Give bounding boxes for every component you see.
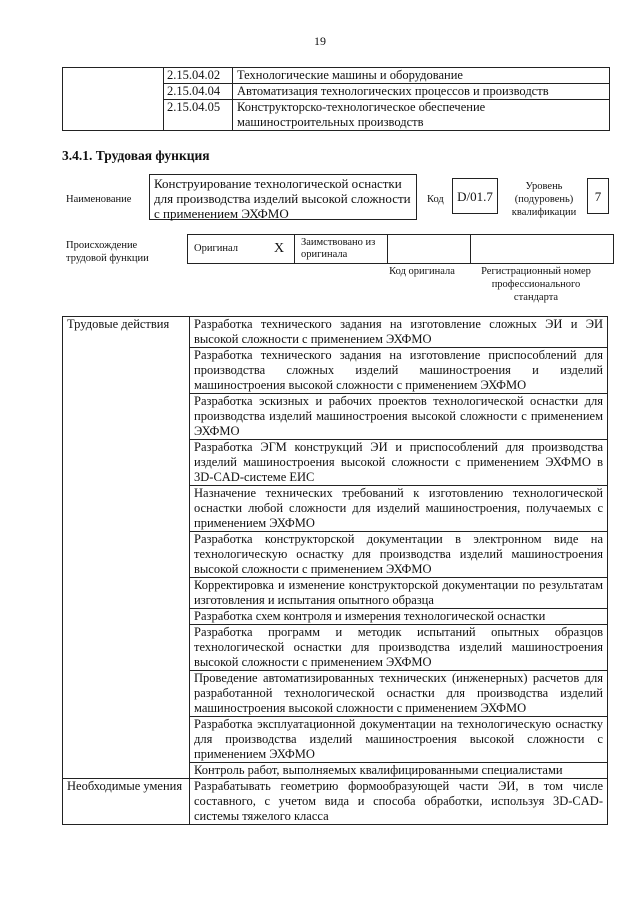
borrowed-cell: Заимствовано из оригинала [295,235,388,264]
name-label: Наименование [66,194,132,205]
function-name: Конструирование технологической оснастки для производства изделий высокой сложности с применением ЭХФМО [149,174,417,220]
speciality-code: 2.15.04.02 [164,68,233,84]
table-row [63,68,610,84]
original-mark: X [264,235,295,264]
labor-action: Корректировка и изменение конструкторской документации по результатам изготовления и испытания опытного образца [190,578,608,609]
level-label: Уровень (подуровень) квалификации [511,181,577,218]
original-code-label: Код оригинала [389,266,455,277]
labor-actions-label: Трудовые действия [63,317,190,779]
labor-action: Разработка технического задания на изготовление приспособлений для производства сложных изделий машиностроения и изделий машиностроения высокой сложности с применением ЭХФМО [190,348,608,394]
labor-function-table [62,316,608,825]
labor-action: Разработка схем контроля и измерения технологической оснастки [190,609,608,625]
function-code: D/01.7 [452,178,498,214]
speciality-name: Технологические машины и оборудование [233,68,610,84]
code-label: Код [427,194,444,205]
reg-number-cell [471,235,614,264]
speciality-name: Конструкторско-технологическое обеспечение машиностроительных производств [233,100,610,131]
labor-action: Разработка конструкторской документации в электронном виде на технологическую оснастку для производства изделий машиностроения высокой сложности с применением ЭХФМО [190,532,608,578]
qualification-level: 7 [587,178,609,214]
labor-action: Разработка технического задания на изготовление сложных ЭИ и ЭИ высокой сложности с применением ЭХФМО [190,317,608,348]
table-row [63,317,608,348]
speciality-code: 2.15.04.04 [164,84,233,100]
labor-action: Контроль работ, выполняемых квалифицированными специалистами [190,763,608,779]
speciality-code: 2.15.04.05 [164,100,233,131]
labor-action: Назначение технических требований к изготовлению технологической оснастки любой сложности для изделий машиностроения, получаемых с применением ЭХФМО [190,486,608,532]
labor-action: Разработка программ и методик испытаний опытных образцов технологической оснастки для производства изделий машиностроения высокой сложности с применением ЭХФМО [190,625,608,671]
original-code-cell [388,235,471,264]
skill-item: Разрабатывать геометрию формообразующей части ЭИ, в том числе составного, с учетом вида и способа обработки, используя 3D-CAD-системы тяжелого класса [190,779,608,825]
section-title: 3.4.1. Трудовая функция [62,148,210,163]
skills-label: Необходимые умения [63,779,190,825]
table-row [63,779,608,825]
speciality-name: Автоматизация технологических процессов и производств [233,84,610,100]
labor-action: Разработка эскизных и рабочих проектов технологической оснастки для производства изделий машиностроения высокой сложности с применением ЭХФМО [190,394,608,440]
blank-cell [63,68,164,131]
table-row [188,235,614,264]
page-number: 19 [314,34,326,48]
reg-number-label: Регистрационный номер профессионального стандарта [481,266,591,303]
labor-action: Разработка ЭГМ конструкций ЭИ и приспособлений для производства изделий машиностроения высокой сложности с применением ЭХФМО в 3D-CAD-системе ЕИС [190,440,608,486]
labor-action: Проведение автоматизированных технических (инженерных) расчетов для разработанной технологической оснастки для производства изделий машиностроения высокой сложности с применением ЭХФМО [190,671,608,717]
origin-label: Происхождение трудовой функции [66,240,149,264]
origin-table [187,234,614,264]
original-cell: Оригинал [188,235,265,264]
labor-action: Разработка эксплуатационной документации на технологическую оснастку для производства изделий машиностроения высокой сложности с применением ЭХФМО [190,717,608,763]
specialities-table [62,67,610,131]
